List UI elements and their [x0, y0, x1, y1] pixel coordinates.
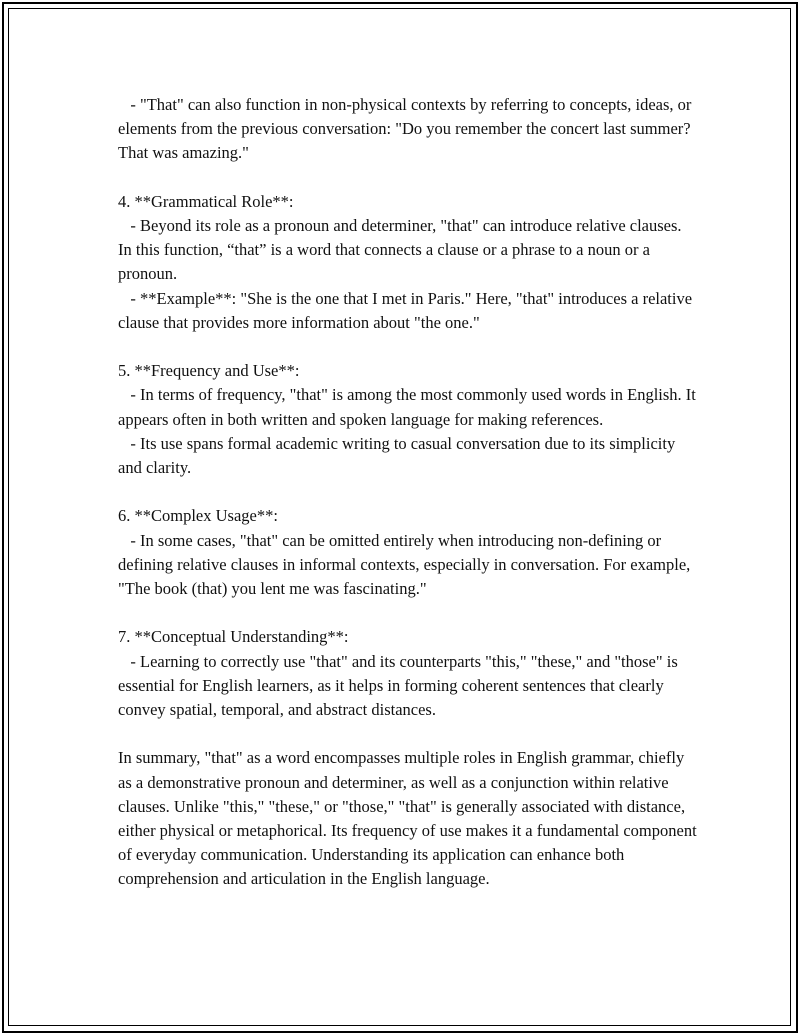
- paragraph-gap: [118, 722, 698, 746]
- paragraph-relative-clauses: - Beyond its role as a pronoun and determiner, "that" can introduce relative clauses. In this function, “that” is a word that connects a clause or a phrase to a noun or a pronoun.: [118, 216, 686, 284]
- paragraph-omitted: - In some cases, "that" can be omitted entirely when introducing non-defining or defining relative clauses in informal contexts, especially in conversation. For example, "The book (that) you lent me was fascinating.": [118, 530, 695, 599]
- paragraph-learning: - Learning to correctly use "that" and its counterparts "this," "these," and "those" is essential for English learners, as it helps in forming coherent sentences that clearly convey spatial, temporal, and abstract distances.: [118, 651, 682, 720]
- paragraph-gap: [118, 601, 698, 625]
- heading-conceptual-understanding: 7. **Conceptual Understanding**:: [118, 627, 349, 647]
- heading-grammatical-role: 4. **Grammatical Role**:: [118, 191, 294, 211]
- paragraph-summary: In summary, "that" as a word encompasses multiple roles in English grammar, chiefly as a demonstrative pronoun and determiner, as well as a conjunction within relative clauses. Unlike "this," "these," or "those," "that" is generally associated with distance, either physical or metaphorical. Its frequency of use makes it a fundamental component of everyday communication. Understanding its application can enhance both comprehension and articulation in the English language.: [118, 748, 701, 889]
- paragraph-example: - **Example**: "She is the one that I met in Paris." Here, "that" introduces a relative clause that provides more information about "the one.": [118, 288, 697, 332]
- paragraph-gap: [118, 335, 698, 359]
- paragraph-frequency: - In terms of frequency, "that" is among the most commonly used words in English. It appears often in both written and spoken language for making references.: [118, 385, 701, 429]
- paragraph-use-spans: - Its use spans formal academic writing to casual conversation due to its simplicity and clarity.: [118, 433, 680, 478]
- heading-complex-usage: 6. **Complex Usage**:: [118, 506, 278, 526]
- paragraph-nonphysical-contexts: - "That" can also function in non-physical contexts by referring to concepts, ideas, or elements from the previous conversation: "Do you remember the concert last summer? That was amazing.": [118, 95, 696, 163]
- heading-frequency-and-use: 5. **Frequency and Use**:: [118, 361, 300, 381]
- paragraph-gap: [118, 166, 698, 190]
- document-body: [118, 93, 701, 892]
- paragraph-gap: [118, 480, 698, 504]
